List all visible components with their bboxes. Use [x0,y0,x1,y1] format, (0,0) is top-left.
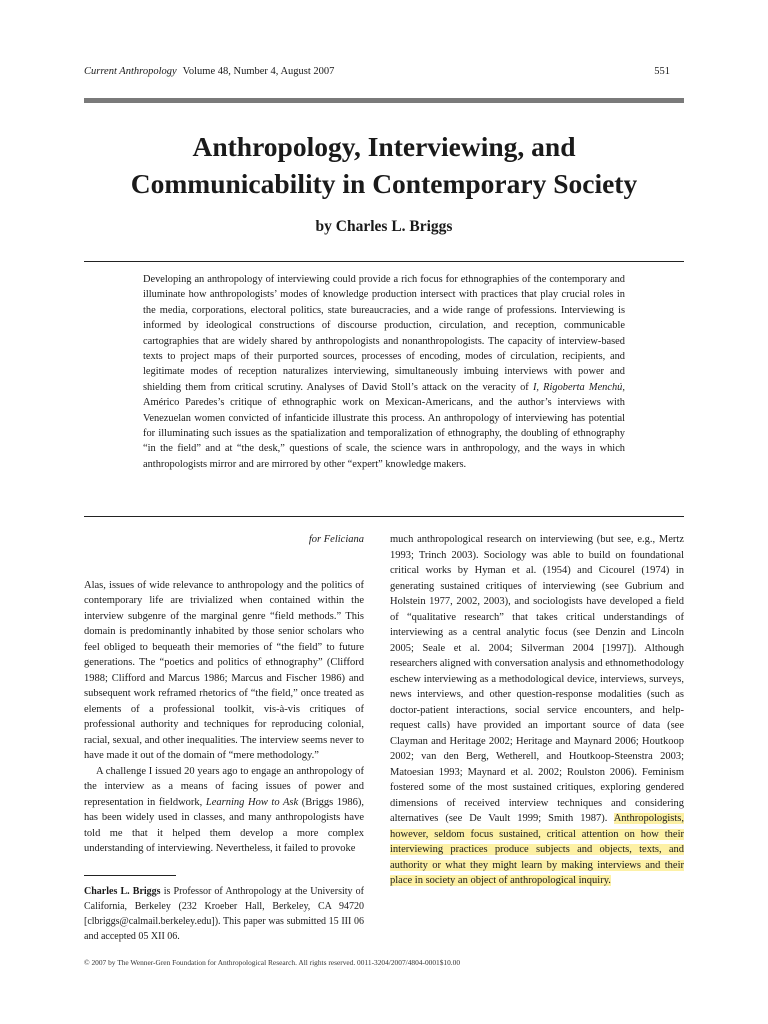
paragraph-1: Alas, issues of wide relevance to anthropology and the politics of contemporary life are trivialized when contained within the interview subgenre of the marginal genre “field methods.” This domain is predominantly inhabited by those senior scholars who feel obliged to bequeath their memories of “the field” to future generations. The “poetics and politics of ethnography” (Clifford 1988; Clifford and Marcus 1986; Marcus and Fischer 1986) and subsequent work reframed rhetorics of “the field,” once treated as elements of a professional toolkit, vis-à-vis critiques of professional authority and techniques for reproducing colonial, racial, sexual, and other inequalities. The interview seems never to have made it out of the domain of “mere methodology.” [84,579,364,761]
page-number: 551 [654,66,670,77]
abstract-top-rule [84,261,684,262]
bio-rule [84,875,176,876]
paragraph-2-continued: much anthropological research on interviewing (but see, e.g., Mertz 1993; Trinch 2003). Sociology was able to build on foundational critical works by Hyman et al. (1954) and Cicourel (1974) in generating sustained critiques of interviewing (see Gubrium and Holstein 1977, 2002, 2003), and sociologists have developed a field of “qualitative research” that takes critical understandings of interviewing as a central analytic focus (see Denzin and Lincoln 2005; Seale et al. 2004; Silverman 2004 [1997]). Although researchers aligned with conversation analysis and ethnomethodology eschew interviewing as a methodological device, interviews, surveys, news interviews, and other question-response modalities (such as doctor-patient interactions, social service encounters, and help-request calls) have provided an important source of data (see Clayman and Heritage 2002; Heritage and Maynard 2006; Houtkoop 2002; van den Berg, Wetherell, and Houtkoop-Steenstra 2003; Matoesian 1993; Maynard et al. 2002; Roulston 2006). Feminism fostered some of the most sustained critiques, exploring gendered dimensions of received interview techniques and considering alternatives (see De Vault 1999; Smith 1987). Anthropologists, however, seldom focus sustained, critical attention on how their interviewing practices produce subjects and objects, texts, and authority or what they might learn by making interviews and their place in society an object of anthropological inquiry. [390,534,684,886]
book-title-learning: Learning How to Ask [205,796,299,808]
article-title [84,128,684,202]
title-line-1: Anthropology, Interviewing, and [192,131,576,162]
left-column [84,532,364,857]
byline: by Charles L. Briggs [315,218,453,235]
book-title: I, Rigoberta Menchú [532,381,623,393]
highlighted-passage: Anthropologists, however, seldom focus sustained, critical attention on how their interviewing practices produce subjects and objects, texts, and authority or what they might learn by making interviews and their place in society an object of anthropological inquiry. [390,813,684,886]
paragraph-2: A challenge I issued 20 years ago to engage an anthropology of the interview as a means of facing issues of power and representation in fieldwork, Learning How to Ask (Briggs 1986), has been widely used in classes, and many anthropologists have told me that it helped them develop a more complex understanding of interviewing. Nevertheless, it failed to provoke [84,765,364,854]
author-name: Charles L. Briggs [84,886,161,897]
running-head [84,66,684,77]
abstract-bottom-rule [84,516,684,517]
volume-info: Volume 48, Number 4, August 2007 [182,66,335,77]
right-column [390,532,684,889]
title-line-2: Communicability in Contemporary Society [130,168,638,199]
journal-name: Current Anthropology [84,66,177,77]
abstract: Developing an anthropology of interviewing could provide a rich focus for ethnographies of the contemporary and illuminate how anthropologists’ modes of knowledge production intersect with practices that play crucial roles in the media, corporations, electoral politics, state bureaucracies, and a wide range of professions. Interviewing is informed by ideological constructions of discourse production, circulation, and reception, communicable cartographies that are widely shared by anthropologists and nonanthropologists. The capacity of interview-based texts to project maps of their purported sources, processes of encoding, modes of circulation, recipients, and legitimate modes of reception naturalizes interviewing, simultaneously imbuing interviews with power and shielding them from critical scrutiny. Analyses of David Stoll’s attack on the veracity of I, Rigoberta Menchú, Américo Paredes’s critique of ethnographic work on Mexican-Americans, and the author’s interviews with Venezuelan women convicted of infanticide illustrate this process. An anthropology of interviewing has potential for illuminating such issues as the spatialization and temporalization of ethnography, the doubling of ethnography “in the field” and at “the desk,” questions of scale, the science wars in anthropology, and the ways in which anthropologists mirror and are mirrored by other “expert” knowledge makers. [143,274,625,470]
copyright-footer: © 2007 by The Wenner-Gren Foundation for Anthropological Research. All rights reserved. 0011-3204/2007/4804-0001$10.00 [84,958,461,967]
dedication: for Feliciana [308,534,364,545]
author-bio: Charles L. Briggs is Professor of Anthropology at the University of California, Berkeley (232 Kroeber Hall, Berkeley, CA 94720 [clbriggs@calmail.berkeley.edu]). This paper was submitted 15 III 06 and accepted 05 XII 06. [84,886,364,942]
header-rule [84,98,684,103]
